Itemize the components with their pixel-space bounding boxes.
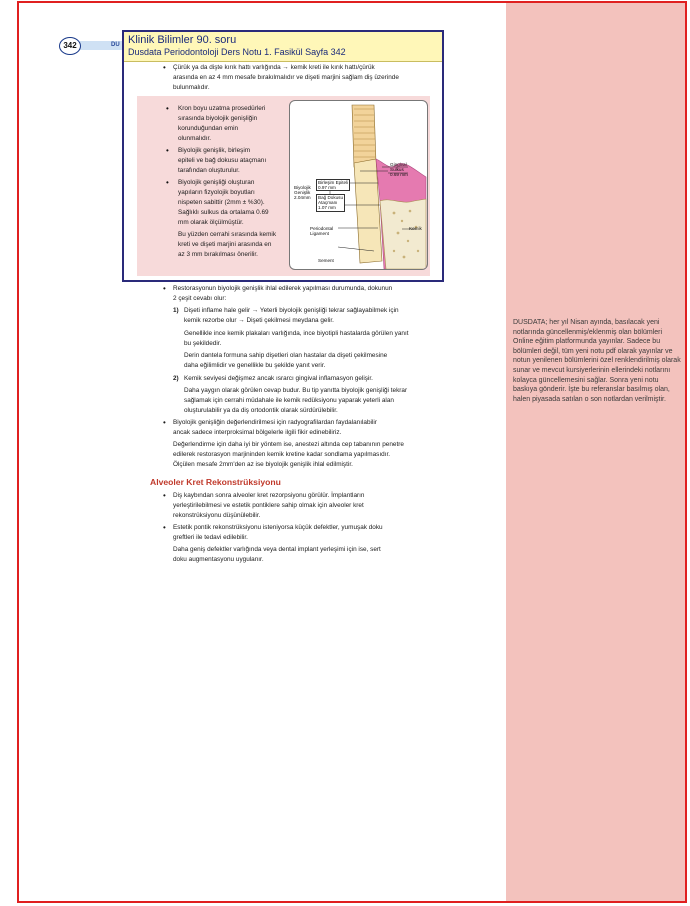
list-number: 2) [173, 375, 179, 382]
text-line: Sağlıklı sulkus da ortalama 0.69 [178, 208, 269, 216]
text-line: Bu yüzden cerrahi sırasında kemik [178, 231, 277, 238]
paragraph-radiography [163, 418, 435, 438]
bullet-dot: • [163, 418, 166, 427]
label-connective-tissue: Bağ Dokusu Ataçmanı 1.07 mm [318, 195, 344, 211]
text-line: Biyolojik genişlik, birleşim [178, 147, 251, 154]
text-line: doku augmentasyonu uygulanır. [173, 556, 264, 564]
list-number: 1) [173, 307, 179, 314]
text-line: kemik rezorbe olur → Dişeti çekilmesi meydana gelir. [184, 317, 334, 325]
text-line: rekonstrüksiyonu düşünülebilir. [173, 512, 261, 520]
text-line: korunduğundan emin [178, 124, 239, 132]
top-bullet-line: bulunmalıdır. [173, 84, 210, 92]
box-bullet-1 [178, 104, 282, 144]
box-bullet-3 [178, 178, 282, 228]
bullet-dot: • [163, 523, 166, 532]
box-bullet-2 [178, 146, 282, 176]
label-biologic-width: Biyolojik Genişlik 2.04mm [294, 185, 311, 201]
page-bar: DU [80, 41, 124, 50]
text-line: sağlamak için cerrahi müdahale ile kemik redüksiyonu yaparak yeterli alan [184, 397, 394, 405]
text-line: Derin dantela formuna sahip dişetleri olan hastalar da dişeti çekilmesine [184, 352, 388, 359]
text-line: Diş kaybından sonra alveoler kret rezorpsiyonu görülür. İmplantların [173, 492, 365, 499]
alveolar-bone [380, 199, 426, 269]
label-gingival-sulcus: Gingival Sulkus 0.69 mm [390, 162, 408, 178]
label-junctional-epithelium: Birleşim Epiteli 0.97 mm [318, 180, 349, 191]
text-line: Genellikle ince kemik plakaları varlığında, ince biyotipli hastalarda görülen yanıt [184, 330, 409, 337]
text-line: mm olarak ölçülmüştür. [178, 218, 244, 226]
text-line: Kemik seviyesi değişmez ancak ısrarcı gingival inflamasyon gelişir. [184, 375, 373, 382]
text-line: yapıların fizyolojik boyutları [178, 188, 255, 196]
label-cementum: Sement [318, 258, 334, 263]
list-item-1 [173, 306, 435, 326]
text-line: ancak sadece interproksimal bölgelerle ilgili fikir edinebiliriz. [173, 429, 342, 437]
sidebar-note: DUSDATA; her yıl Nisan ayında, basılacak yeni notlarında güncellenmiş/eklenmiş olan bölümleri Online eğitim platformunda yayınlar. Sadece bu bölümleri değil, tüm yeni notu pdf olarak yayınlar ve notun yenilenen bölümlerini özel renklendirilmiş olarak sunar ve mevcut kursiyerlerinin ellerindeki notlarını kolayca güncellemesini sağlar. Sonra yeni notu baskıya gönderir. İşte bu referanslar basılmış olan, halen piyasada satılan o son notlardan verilmiştir. [513, 319, 681, 403]
header-title: Klinik Bilimler 90. soru [128, 34, 237, 46]
top-bullet [163, 63, 431, 94]
list-item-1-note-1 [184, 329, 435, 349]
list-item-2-note [184, 386, 435, 417]
label-bone: Kemik [409, 226, 422, 231]
bullet-dot: • [166, 104, 169, 113]
section-bullet-2-note [173, 545, 431, 565]
section-bullet-1 [163, 491, 431, 522]
paragraph-probing [173, 440, 435, 471]
text-line: edilerek restorasyon marjininden kemik kretine kadar sondlama yapılmasıdır. [173, 451, 391, 459]
text-line: Dişeti inflame hale gelir → Yeterli biyolojik genişliği tekrar sağlayabilmek için [184, 307, 399, 314]
top-bullet-line: Çürük ya da dişte kırık hattı varlığında → kemik kreti ile kırık hattı/çürük [173, 64, 375, 71]
text-line: nispeten sabittir (2mm ± %30). [178, 198, 265, 206]
text-line: Daha geniş defektler varlığında veya dental implant yerleşimi için ise, sert [173, 546, 381, 553]
list-item-1-note-2 [184, 351, 435, 371]
text-line: yerleştirilebilmesi ve estetik pontiklere sahip olmak için alveoler kret [173, 502, 364, 510]
bullet-dot: • [163, 63, 166, 72]
bullet-dot: • [163, 491, 166, 500]
label-periodontal-ligament: Periodontal Ligament [310, 226, 334, 237]
text-line: greftleri ile tedavi edilebilir. [173, 534, 248, 542]
text-line: Daha yaygın olarak görülen cevap budur. Bu tip yanıtta biyolojik genişliği tekrar [184, 387, 408, 394]
top-bullet-line: arasında en az 4 mm mesafe bırakılmalıdır ve dişeti marjini sağlam diş üzerinde [173, 74, 399, 82]
bullet-dot: • [166, 178, 169, 187]
text-line: Restorasyonun biyolojik genişlik ihlal edilerek yapılması durumunda, dokunun [173, 285, 393, 292]
text-line: Ölçülen mesafe 2mm'den az ise biyolojik genişlik ihlal edilmiştir. [173, 461, 353, 469]
page-number: 342 [59, 37, 81, 55]
text-line: Kron boyu uzatma prosedürleri [178, 105, 266, 112]
section-bullet-2 [163, 523, 431, 543]
header-bar [124, 32, 442, 62]
text-line: sırasında biyolojik genişliğin [178, 114, 258, 122]
paragraph-restoration [163, 284, 435, 304]
biologic-width-figure [289, 100, 428, 270]
list-item-2 [173, 374, 435, 384]
text-line: tarafından oluşturulur. [178, 166, 240, 174]
bullet-dot: • [163, 284, 166, 293]
box-extra [178, 230, 282, 260]
text-line: Estetik pontik rekonstrüksiyonu isteniyorsa küçük defektler, yumuşak doku [173, 524, 383, 531]
text-line: az 3 mm bırakılması önerilir. [178, 250, 258, 258]
text-line: epiteli ve bağ dokusu ataçmanı [178, 156, 267, 164]
text-line: Değerlendirme için daha iyi bir yöntem ise, anestezi altında cep tabanının penetre [173, 441, 404, 448]
text-line: 2 çeşit cevabı olur: [173, 295, 227, 303]
text-line: oluşturulabilir ya da diş ortodontik olarak sürdürülebilir. [184, 407, 338, 415]
text-line: kreti ve dişeti marjini arasında en [178, 240, 272, 248]
bullet-dot: • [166, 146, 169, 155]
text-line: daha eğilimlidir ve genellikle bu şekilde yanıt verir. [184, 362, 326, 370]
text-line: bu şekildedir. [184, 340, 222, 348]
header-subtitle: Dusdata Periodontoloji Ders Notu 1. Fasikül Sayfa 342 [128, 47, 346, 57]
tooth-crown [352, 105, 376, 167]
text-line: Biyolojik genişliğin değerlendirilmesi için radyografilardan faydalanılabilir [173, 419, 377, 426]
sidebar-panel [506, 3, 685, 901]
text-line: Biyolojik genişliği oluşturan [178, 179, 255, 186]
text-line: olunmalıdır. [178, 134, 212, 142]
section-title: Alveoler Kret Rekonstrüksiyonu [150, 477, 281, 487]
